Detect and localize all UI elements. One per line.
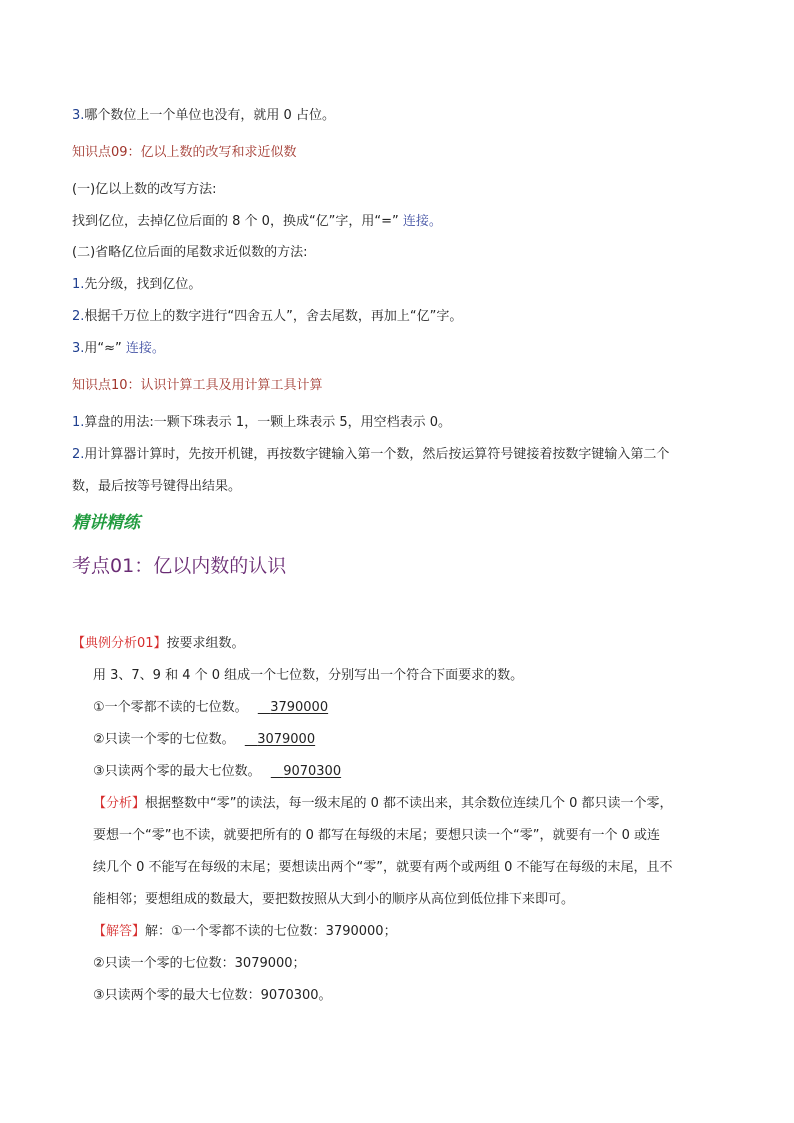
list-number: 1. [72,277,85,292]
exam-point-title: ：亿以内数的认识 [134,555,287,577]
answer-blank [271,764,341,779]
text-line: 数，最后按等号键得出结果。 [72,479,242,494]
answer-value: 9070300 [283,764,342,779]
line-text: 哪个数位上一个单位也没有，就用 0 占位。 [84,108,335,123]
sub-question [93,760,341,779]
example-question [72,632,245,651]
answer-text: 解：①一个零都不读的七位数：3790000； [145,924,397,939]
answer-tag: 【解答】 [93,924,146,939]
analysis-line: 要想一个“零”也不读，就要把所有的 0 都写在每级的末尾；要想只读一个“零”，就要有一个 0 或连 [93,828,661,843]
list-number: 2. [72,309,85,324]
question-text: 按要求组数。 [166,636,245,651]
exam-point-number: 01 [110,555,135,577]
text-line [72,411,451,430]
text-line [72,337,165,356]
exam-point-heading [72,551,286,578]
text-line [72,104,335,123]
answer-blank [245,732,315,747]
question-stem: 用 3、7、9 和 4 个 0 组成一个七位数，分别写出一个符合下面要求的数。 [93,668,524,683]
text-line: (二)省略亿位后面的尾数求近似数的方法: [72,245,308,260]
answer-line: ③只读两个零的最大七位数：9070300。 [93,988,332,1003]
list-number: 3. [72,341,85,356]
line-text: 连接。 [402,214,442,229]
line-text: 算盘的用法:一颗下珠表示 1，一颗上珠表示 5，用空档表示 0。 [84,415,451,430]
line-text: 连接。 [125,341,165,356]
example-tag: 【典例分析01】 [72,636,167,651]
line-text: 用“≈” [84,341,122,356]
line-text: 先分级，找到亿位。 [84,277,202,292]
analysis-tag: 【分析】 [93,796,146,811]
text-line [72,273,201,292]
analysis-text: 根据整数中“零”的读法，每一级末尾的 0 都不读出来，其余数位连续几个 0 都只读一个零， [145,796,673,811]
sub-question-text: ②只读一个零的七位数。 [93,732,235,747]
answer-value: 3079000 [257,732,316,747]
analysis-line: 续几个 0 不能写在每级的末尾；要想读出两个“零”，就要有两个或两组 0 不能写在每级的末尾，且不 [93,860,673,875]
line-text: 找到亿位，去掉亿位后面的 8 个 0，换成“亿”字，用“=” [72,214,399,229]
answer-blank [258,700,328,715]
answer-line: ②只读一个零的七位数：3079000； [93,956,306,971]
knowledge-point-heading: 知识点10：认识计算工具及用计算工具计算 [72,378,323,393]
sub-question [93,728,315,747]
list-number: 1. [72,415,85,430]
answer-value: 3790000 [270,700,329,715]
text-line: (一)亿以上数的改写方法: [72,182,217,197]
sub-question [93,696,328,715]
exam-point-prefix: 考点 [72,555,111,577]
analysis-line [93,792,673,811]
list-number: 3. [72,108,85,123]
section-title: 精讲精练 [72,513,140,533]
text-line [72,210,442,229]
text-line [72,443,669,462]
sub-question-text: ①一个零都不读的七位数。 [93,700,248,715]
knowledge-point-heading: 知识点09：亿以上数的改写和求近似数 [72,145,297,160]
analysis-line: 能相邻；要想组成的数最大，要把数按照从大到小的顺序从高位到低位排下来即可。 [93,892,575,907]
sub-question-text: ③只读两个零的最大七位数。 [93,764,261,779]
line-text: 根据千万位上的数字进行“四舍五人”，舍去尾数，再加上“亿”字。 [84,309,463,324]
list-number: 2. [72,447,85,462]
answer-line [93,920,397,939]
text-line [72,305,462,324]
line-text: 用计算器计算时，先按开机键，再按数字键输入第一个数，然后按运算符号键接着按数字键输入第二个 [84,447,670,462]
